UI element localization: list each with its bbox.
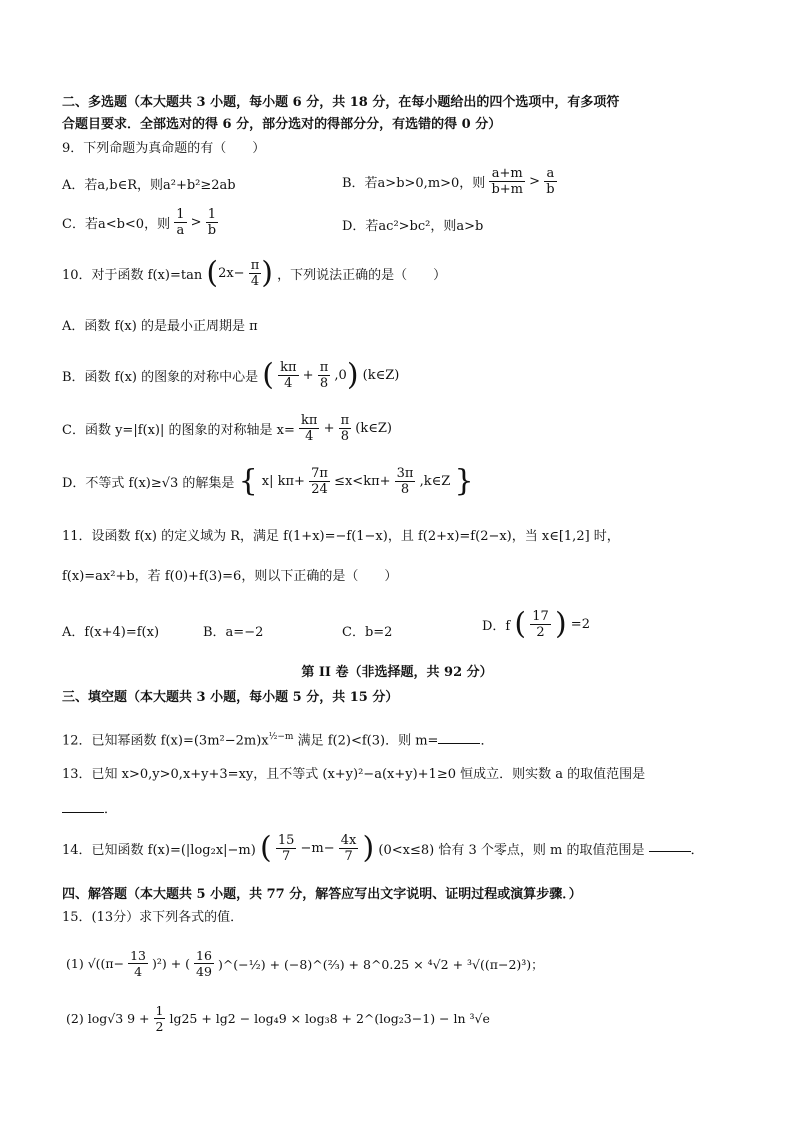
section-title: 二、多选题（本大题共 3 小题，每小题 6 分，共 18 分，在每小题给出的四个选项中，有多项符 [62,95,620,110]
question-11-stem: 11．设函数 f(x) 的定义域为 R，满足 f(1+x)=−f(1−x)，且 f(2+x)=f(2−x)，当 x∈[1,2] 时， [62,529,620,544]
q9-option-c: C．若a<b<0，则 $\frac{1}{a}$ > $\frac{1}{b}$ [62,207,217,238]
q11-option-d: D．f ( $\frac{17}{2}$ ) =2 [482,606,590,642]
question-10-stem: 10．对于函数 f(x)=tan (2x− $\frac{\pi}{4}$ ) ，下列说法正确的是（ ） [62,255,447,291]
q11-option-c: C．b=2 [342,625,393,640]
q11-option-a: A．f(x+4)=f(x) [62,625,160,640]
answer-blank[interactable] [62,798,104,813]
question-15-part-1: (1) √((π− $\frac{13}{4}$ )²) + ( $\frac{16}{49}$ )^(−½) + (−8)^(⅔) + 8^0.25 × ⁴√2 + ³√((π−2)³)； [66,948,544,979]
q10-option-b: B．函数 f(x) 的图象的对称中心是 ( $\frac{k\pi}{4}$ + $\frac{\pi}{8}$ ,0) (k∈Z) [62,357,400,393]
q9-option-d: D．若ac²>bc²，则a>b [342,219,484,234]
section-4-title: 四、解答题（本大题共 5 小题，共 77 分，解答应写出文字说明、证明过程或演算步骤．） [62,887,582,902]
question-14: 14．已知函数 f(x)=(|log₂x|−m) ( $\frac{15}{7}$ −m− $\frac{4x}{7}$ ) (0<x≤8) 恰有 3 个零点，则 m 的取值范围是 ． [62,830,704,866]
answer-blank[interactable] [649,837,691,852]
q10-option-c: C．函数 y=|f(x)| 的图象的对称轴是 x= $\frac{k\pi}{4}$ + $\frac{\pi}{8}$ (k∈Z) [62,413,392,444]
part-2-title: 第 II 卷（非选择题，共 92 分） [301,665,493,680]
section-title-cont: 合题目要求．全部选对的得 6 分，部分选对的得部分分，有选错的得 0 分） [62,117,502,132]
question-15-part-2: (2) log√3 9 + $\frac{1}{2}$ lg25 + lg2 − log₄9 × log₃8 + 2^(log₂3−1) − ln ³√e [66,1003,490,1034]
answer-blank[interactable] [438,729,480,744]
q9-option-a: A．若a,b∈R，则a²+b²≥2ab [62,178,236,193]
q11-option-b: B．a=−2 [203,625,264,640]
section-3-title: 三、填空题（本大题共 3 小题，每小题 5 分，共 15 分） [62,690,399,705]
question-13: 13．已知 x>0,y>0,x+y+3=xy，且不等式 (x+y)²−a(x+y)+1≥0 恒成立．则实数 a 的取值范围是 [62,767,646,782]
q9-option-b: B．若a>b>0,m>0，则 $\frac{a+m}{b+m}$ > $\frac{a}{b}$ [342,166,555,197]
question-9-stem: 9．下列命题为真命题的有（ ） [62,141,266,156]
q10-option-a: A．函数 f(x) 的是最小正周期是 π [62,319,258,334]
question-13-blank-line: ． [62,798,117,820]
question-15-stem: 15．(13分）求下列各式的值． [62,910,244,925]
question-12: 12．已知幂函数 $f(x)=(3m^2-2m)x^{\frac{1}{2}-m}$ 满足 f(2)<f(3)．则 m= ． [62,727,493,751]
q10-option-d: D．不等式 f(x)≥√3 的解集是 { x| kπ+ $\frac{7\pi}{24}$ ≤x<kπ+ $\frac{3\pi}{8}$ ,k∈Z } [62,463,474,499]
question-11-stem-cont: f(x)=ax²+b，若 f(0)+f(3)=6，则以下正确的是（ ） [62,569,398,584]
